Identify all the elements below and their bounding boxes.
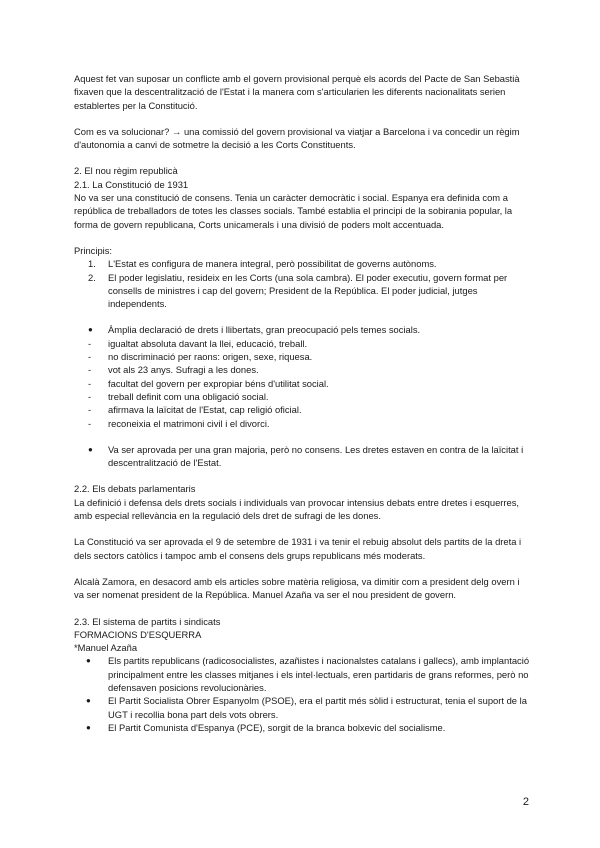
bullet-item — [74, 654, 530, 694]
dash-icon: - — [88, 351, 92, 363]
paragraph-alcala-zamora: Alcalà Zamora, en desacord amb els articles sobre matèria religiosa, va dimitir com a president delg overn i va ser nomenat president de la República. Manuel Azaña va ser el nou president de govern. — [74, 575, 520, 601]
list-item — [74, 271, 530, 311]
dash-text: igualtat absoluta davant la llei, educació, treball. — [108, 337, 308, 349]
dash-text: no discriminació per raons: origen, sexe, riquesa. — [108, 351, 313, 363]
dash-icon: - — [88, 364, 92, 376]
dash-text: vot als 23 anys. Sufragi a les dones. — [108, 364, 259, 376]
dash-item — [74, 337, 530, 350]
heading-debats-parlamentaris: 2.2. Els debats parlamentaris — [74, 483, 196, 495]
dash-item — [74, 403, 530, 416]
dash-item — [74, 350, 530, 363]
dash-icon: - — [88, 404, 92, 416]
list-item-text: L'Estat es configura de manera integral, però possibilitat de governs autònoms. — [108, 258, 437, 270]
principis-label: Principis: — [74, 244, 113, 256]
dash-text: reconeixia el matrimoni civil i el divorci. — [108, 417, 270, 429]
bullet-icon: ● — [86, 696, 91, 706]
dash-text: treball definit com una obligació social. — [108, 390, 269, 402]
paragraph-aprovacio: La Constitució va ser aprovada el 9 de setembre de 1931 i va tenir el rebuig absolut dels partits de la dreta i dels sectors catòlics i tampoc amb el consens dels grups republicans més moderats. — [74, 536, 522, 561]
dash-icon: - — [88, 337, 92, 349]
paragraph-solucio: Com es va solucionar? → una comissió del govern provisional va viatjar a Barcelona i va concedir un règim d'autonomia a canvi de sotmetre la decisió a les Corts Constituents. — [74, 125, 520, 151]
bullet-item — [74, 443, 530, 470]
page-content — [74, 72, 530, 734]
heading-sistema-partits: 2.3. El sistema de partits i sindicats — [74, 615, 221, 627]
bullet-icon: ● — [86, 722, 91, 732]
bullet-icon: ● — [88, 444, 93, 454]
paragraph-pacte-san-sebastia: Aquest fet van suposar un conflicte amb el govern provisional perquè els acords del Pacte de San Sebastià fixaven que la descentralització de l'Estat i la manera com s'articularien les diferents nacionalitats serien establertes per la Constitució. — [74, 73, 520, 111]
list-item — [74, 257, 530, 270]
heading-constitucio-1931: 2.1. La Constitució de 1931 — [74, 178, 189, 190]
bullet-text: Els partits republicans (radicosocialistes, azañistes i nacionalstes catalans i gallecs), amb implantació principalment entre les classes mitjanes i els intel·lectuals, eren partidaris de grans reformes, però no defensaven posicions revolucionàries. — [108, 655, 530, 693]
dash-item — [74, 390, 530, 403]
numbered-list — [74, 257, 530, 310]
bullet-item — [74, 694, 530, 721]
dash-text: facultat del govern per expropiar béns d'utilitat social. — [108, 377, 329, 389]
bullet-text: El Partit Socialista Obrer Espanyolm (PSOE), era el partit més sòlid i estructurat, tenia el suport de la UGT i recollia bona part dels vots obrers. — [108, 695, 527, 720]
page-number: 2 — [522, 796, 529, 808]
bullet-icon: ● — [88, 325, 93, 335]
dash-icon: - — [88, 390, 92, 402]
label-manuel-azana: *Manuel Azaña — [74, 642, 138, 654]
bullet-item — [74, 323, 530, 336]
list-marker: 1. — [88, 258, 96, 270]
heading-nou-regim: 2. El nou règim republicà — [74, 165, 178, 177]
bullet-text: El Partit Comunista d'Espanya (PCE), sorgit de la branca bolxevic del socialisme. — [108, 721, 446, 733]
bullet-text: Àmplia declaració de drets i llibertats, gran preocupació pels temes socials. — [108, 324, 421, 336]
bullet-text: Va ser aprovada per una gran majoria, però no consens. Les dretes estaven en contra de la laïcitat i descentralització de l'Estat. — [108, 443, 524, 469]
dash-icon: - — [88, 417, 92, 429]
bullet-icon: ● — [86, 656, 91, 666]
bullet-item — [74, 721, 530, 734]
dash-item — [74, 417, 530, 430]
list-item-text: El poder legislatiu, resideix en les Corts (una sola cambra). El poder executiu, govern format per consells de ministres i cap del govern; President de la República. El poder judicial, jutges independents. — [108, 271, 508, 310]
paragraph-debats: La definició i defensa dels drets socials i individuals van provocar intensius debats entre dretes i esquerres, amb especial rellevància en la regulació dels dret de sufragi de les dones. — [74, 496, 520, 522]
dash-text: afirmava la laïcitat de l'Estat, cap religió oficial. — [108, 404, 302, 416]
dash-item — [74, 363, 530, 376]
paragraph-constitucio: No va ser una constitució de consens. Tenia un caràcter democràtic i social. Espanya era definida com a república de treballadors de totes les classes socials. També establia el principi de la sobirania popular, la forma de govern republicana, Corts unicamerals i una divisió de poders molt accentuada. — [74, 192, 513, 230]
dash-item — [74, 377, 530, 390]
heading-formacions-esquerra: FORMACIONS D'ESQUERRA — [74, 628, 202, 640]
list-marker: 2. — [88, 271, 96, 283]
dash-icon: - — [88, 377, 92, 389]
